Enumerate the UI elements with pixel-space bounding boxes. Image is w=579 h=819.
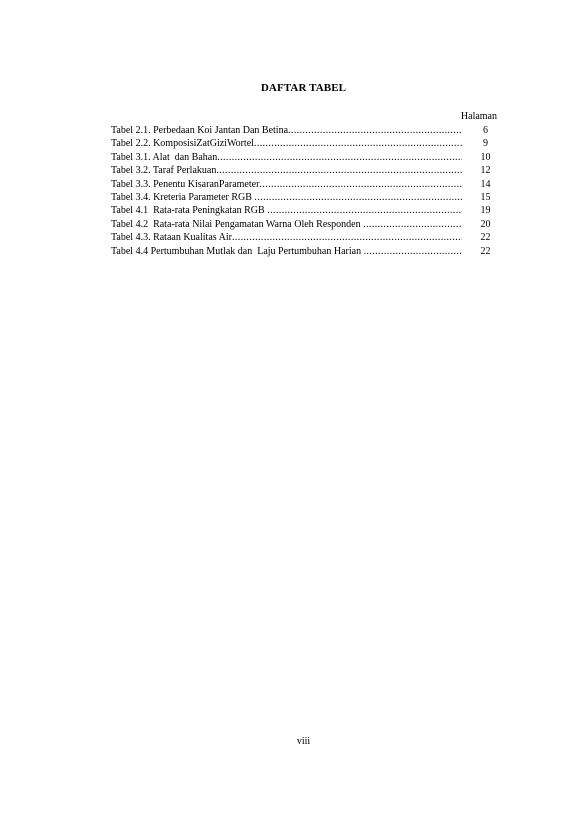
toc-entry-label: Tabel 2.2. KomposisiZatGiziWortel <box>111 138 254 150</box>
toc-entry-page: 12 <box>480 165 491 177</box>
toc-row[interactable] <box>111 164 497 177</box>
toc-entry-page: 20 <box>480 218 491 230</box>
toc-entry-page: 19 <box>480 205 491 217</box>
toc-row[interactable] <box>111 137 497 150</box>
toc-row[interactable] <box>111 191 497 204</box>
toc-entry-page: 10 <box>480 151 491 163</box>
toc-row[interactable] <box>111 218 497 231</box>
toc-entry <box>111 151 462 164</box>
toc-entry <box>111 231 462 244</box>
toc-entry-label: Tabel 3.3. Penentu KisaranParameter <box>111 178 260 190</box>
dot-leader <box>254 191 462 204</box>
toc-entry-page: 22 <box>480 245 491 257</box>
toc-entry <box>111 137 462 150</box>
dot-leader <box>232 231 462 244</box>
toc-row[interactable] <box>111 204 497 217</box>
toc-entry <box>111 178 462 191</box>
toc-entry-label: Tabel 4.3. Rataan Kualitas Air <box>111 232 232 244</box>
toc-entry-label: Tabel 2.1. Perbedaan Koi Jantan Dan Betina <box>111 125 289 136</box>
dot-leader <box>217 151 462 164</box>
table-of-tables <box>111 110 497 258</box>
toc-entry-page: 15 <box>480 191 491 203</box>
toc-entry <box>111 204 462 217</box>
toc-row[interactable] <box>111 178 497 191</box>
dot-leader <box>259 178 462 191</box>
toc-entry <box>111 124 462 137</box>
toc-entry-page: 9 <box>483 138 488 150</box>
toc-entry-page: 6 <box>483 125 488 136</box>
dot-leader <box>364 245 462 258</box>
toc-entry-page: 22 <box>480 232 491 244</box>
toc-entry-page: 14 <box>480 178 491 190</box>
toc-entry <box>111 218 462 231</box>
toc-entry-label: Tabel 4.4 Pertumbuhan Mutlak dan Laju Pertumbuhan Harian <box>111 245 364 257</box>
toc-entry-label: Tabel 3.4. Kreteria Parameter RGB <box>111 191 255 203</box>
toc-entry <box>111 164 462 177</box>
toc-row[interactable] <box>111 245 497 258</box>
toc-row[interactable] <box>111 231 497 244</box>
dot-leader <box>288 124 462 137</box>
dot-leader <box>254 137 462 150</box>
toc-entry-label: Tabel 3.1. Alat dan Bahan <box>111 151 218 163</box>
toc-entry <box>111 245 462 258</box>
toc-row[interactable] <box>111 151 497 164</box>
page-number: viii <box>296 736 311 747</box>
dot-leader <box>267 204 462 217</box>
toc-entry-label: Tabel 4.2 Rata-rata Nilai Pengamatan Warna Oleh Responden <box>111 218 364 230</box>
toc-entry-label: Tabel 4.1 Rata-rata Peningkatan RGB <box>111 205 268 217</box>
dot-leader <box>363 218 462 231</box>
toc-entry <box>111 191 462 204</box>
dot-leader <box>216 164 462 177</box>
toc-row[interactable] <box>111 124 497 137</box>
toc-entry-label: Tabel 3.2. Taraf Perlakuan <box>111 165 217 177</box>
page-column-header: Halaman <box>460 111 497 122</box>
page-title: DAFTAR TABEL <box>260 82 347 94</box>
